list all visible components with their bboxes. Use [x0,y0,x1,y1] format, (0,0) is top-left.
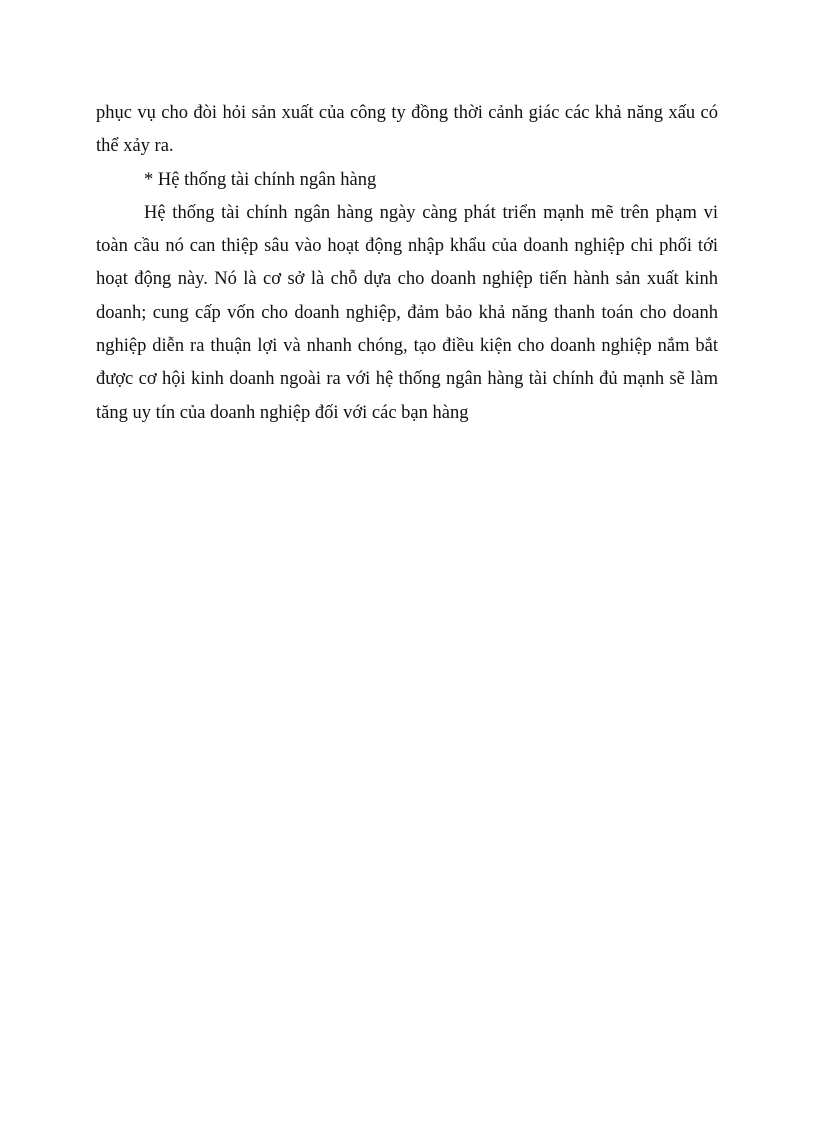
paragraph-line: phục vụ cho đòi hỏi sản xuất của công ty đồng thời cảnh giác các khả năng xấu có [96,103,718,123]
paragraph-line: được cơ hội kinh doanh ngoài ra với hệ thống ngân hàng tài chính đủ mạnh sẽ làm [96,369,718,390]
paragraph-line: thể xảy ra. [96,136,174,157]
section-heading: * Hệ thống tài chính ngân hàng [144,169,377,190]
paragraph-line: Hệ thống tài chính ngân hàng ngày càng phát triển mạnh mẽ trên phạm vi [144,202,718,223]
paragraph-line: hoạt động này. Nó là cơ sở là chỗ dựa cho doanh nghiệp tiến hành sản xuất kinh [96,269,718,290]
paragraph-line: nghiệp diễn ra thuận lợi và nhanh chóng, tạo điều kiện cho doanh nghiệp nắm bắt [96,336,718,357]
paragraph-main [96,197,718,430]
paragraph-line: toàn cầu nó can thiệp sâu vào hoạt động nhập khẩu của doanh nghiệp chi phối tới [96,236,718,257]
paragraph-continued [96,97,718,164]
document-body [96,97,718,430]
paragraph-line: tăng uy tín của doanh nghiệp đối với các bạn hàng [96,402,469,423]
paragraph-line: doanh; cung cấp vốn cho doanh nghiệp, đảm bảo khả năng thanh toán cho doanh [96,302,718,323]
